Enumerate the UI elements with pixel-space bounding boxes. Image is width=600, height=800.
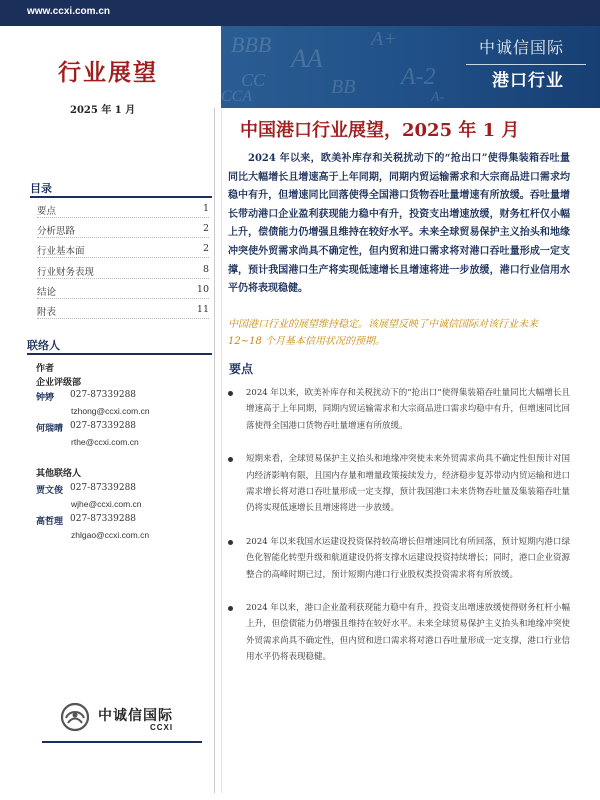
toc-item-label: 结论 bbox=[37, 287, 57, 298]
logo-subtext: CCXI bbox=[150, 723, 174, 732]
banner-divider bbox=[466, 64, 586, 65]
bullet-icon bbox=[228, 606, 233, 611]
toc-item[interactable] bbox=[37, 261, 209, 279]
banner-deco-text: AA bbox=[291, 44, 323, 73]
toc-item[interactable] bbox=[37, 200, 209, 218]
site-url[interactable]: www.ccxi.com.cn bbox=[27, 6, 110, 17]
contacts-divider bbox=[27, 353, 212, 355]
logo-mark-icon bbox=[58, 701, 92, 733]
toc-item-label: 行业基本面 bbox=[37, 246, 85, 257]
toc-item[interactable] bbox=[37, 220, 209, 238]
contact-email[interactable]: wjhe@ccxi.com.cn bbox=[71, 499, 142, 509]
banner-deco-text: BB bbox=[331, 76, 356, 98]
outlook-statement: 中国港口行业的展望维持稳定。该展望反映了中诚信国际对该行业未来 12~18 个月基本信用状况的预期。 bbox=[228, 319, 538, 347]
toc-item-label: 附表 bbox=[37, 307, 57, 318]
toc-item-page: 2 bbox=[202, 223, 209, 234]
key-point-text: 2024 年以来，港口企业盈利获现能力稳中有升，投资支出增速放缓使得财务杠杆小幅上升，但偿债能力仍增强且维持在较好水平。未来全球贸易保护主义抬头和地缘冲突使外贸需求尚具不确定性，但内贸和进口需求将对港口吞吐量形成一定支撑，港口行业信用水平仍将表现稳健。 bbox=[246, 603, 570, 663]
key-points-heading: 要点 bbox=[229, 362, 254, 376]
contact-name: 高哲理 bbox=[36, 517, 64, 527]
key-point-text: 2024 年以来我国水运建设投资保持较高增长但增速同比有所回落，预计短期内港口绿色化智能化转型升级和航道建设仍将支撑水运建设投资持续增长；同时，港口企业资源整合的高峰时期已过，预计短期内港口行业股权类投资需求将有所放缓。 bbox=[246, 536, 570, 580]
banner-deco-text: A-2 bbox=[401, 64, 436, 90]
toc-divider bbox=[30, 196, 212, 198]
banner-deco-text: CC bbox=[241, 70, 266, 90]
toc-item[interactable] bbox=[37, 281, 209, 299]
contact-phone: 027-87339288 bbox=[70, 514, 137, 524]
cover-date: 2025 年 1 月 bbox=[70, 105, 136, 116]
banner-sector: 港口行业 bbox=[492, 71, 564, 91]
logo-text: 中诚信国际 bbox=[98, 708, 173, 724]
logo-underline bbox=[42, 741, 202, 743]
key-points-list bbox=[228, 385, 570, 683]
banner-deco-text: A- bbox=[431, 90, 445, 105]
other-contacts-label: 其他联络人 bbox=[36, 469, 82, 479]
contact-email[interactable]: rthe@ccxi.com.cn bbox=[71, 437, 139, 447]
list-item bbox=[228, 451, 570, 517]
top-bar bbox=[0, 0, 600, 26]
toc-item-page: 2 bbox=[202, 243, 209, 254]
toc-item-label: 要点 bbox=[37, 206, 57, 217]
contact-email[interactable]: tzhong@ccxi.com.cn bbox=[71, 406, 150, 416]
contact-name: 何瑞晴 bbox=[36, 424, 64, 434]
report-title: 中国港口行业展望，2025 年 1 月 bbox=[240, 120, 520, 141]
department-label: 企业评级部 bbox=[36, 378, 82, 388]
toc-heading: 目录 bbox=[30, 182, 52, 195]
header-banner bbox=[221, 26, 600, 108]
banner-deco-text: A+ bbox=[371, 28, 397, 50]
banner-brand: 中诚信国际 bbox=[478, 38, 564, 57]
toc-item-page: 8 bbox=[202, 264, 209, 275]
bullet-icon bbox=[228, 457, 233, 462]
column-divider bbox=[221, 108, 222, 793]
toc-item-page: 1 bbox=[202, 203, 209, 214]
cover-title: 行业展望 bbox=[58, 59, 158, 86]
contact-name: 钟婷 bbox=[36, 393, 55, 403]
company-logo bbox=[58, 701, 218, 735]
toc-item-label: 行业财务表现 bbox=[37, 267, 95, 278]
key-point-text: 短期来看，全球贸易保护主义抬头和地缘冲突使未来外贸需求尚具不确定性但预计对国内经济影响有限，且国内存量和增量政策接续发力，经济稳步复苏带动内贸运输和进口需求增长将对港口吞吐量形成一定支撑，预计我国港口未来货物吞吐量及集装箱吞吐量仍将实现低速增长且增速将进一步放缓。 bbox=[246, 454, 570, 514]
banner-deco-text: CCA bbox=[221, 88, 253, 105]
contact-name: 贾文俊 bbox=[36, 486, 64, 496]
toc-item-page: 11 bbox=[196, 304, 209, 315]
toc-item[interactable] bbox=[37, 240, 209, 258]
contacts-heading: 联络人 bbox=[27, 339, 60, 352]
list-item bbox=[228, 534, 570, 583]
summary-paragraph: 2024 年以来，欧美补库存和关税扰动下的“抢出口”使得集装箱吞吐量同比大幅增长且增速高于上年同期，同期内贸运输需求和大宗商品进口需求均稳中有升，但增速同比回落使得全国港口货物吞吐量增速有所放缓。吞吐量增长带动港口企业盈利获现能力稳中有升，投资支出增速放缓，财务杠杆仅小幅上升，偿债能力仍增强且维持在较好水平。未来全球贸易保护主义抬头和地缘冲突使外贸需求尚具不确定性，但内贸和进口需求将对港口吞吐量形成一定支撑，预计我国港口生产将实现低速增长且增速将进一步放缓，港口行业信用水平仍将表现稳健。 bbox=[228, 153, 570, 295]
banner-deco-text: BBB bbox=[231, 32, 272, 57]
bullet-icon bbox=[228, 391, 233, 396]
toc-item[interactable] bbox=[37, 301, 209, 319]
contact-email[interactable]: zhlgao@ccxi.com.cn bbox=[71, 530, 150, 540]
column-divider bbox=[214, 108, 215, 793]
bullet-icon bbox=[228, 540, 233, 545]
list-item bbox=[228, 600, 570, 666]
contact-phone: 027-87339288 bbox=[70, 483, 137, 493]
toc-item-label: 分析思路 bbox=[37, 226, 76, 237]
key-point-text: 2024 年以来，欧美补库存和关税扰动下的“抢出口”使得集装箱吞吐量同比大幅增长且增速高于上年同期，同期内贸运输需求和大宗商品进口需求均稳中有升，但增速同比回落使得全国港口货物吞吐量增速有所放缓。 bbox=[246, 388, 570, 431]
contact-phone: 027-87339288 bbox=[70, 421, 137, 431]
toc-item-page: 10 bbox=[196, 284, 209, 295]
contact-phone: 027-87339288 bbox=[70, 390, 137, 400]
authors-label: 作者 bbox=[36, 364, 55, 374]
list-item bbox=[228, 385, 570, 434]
